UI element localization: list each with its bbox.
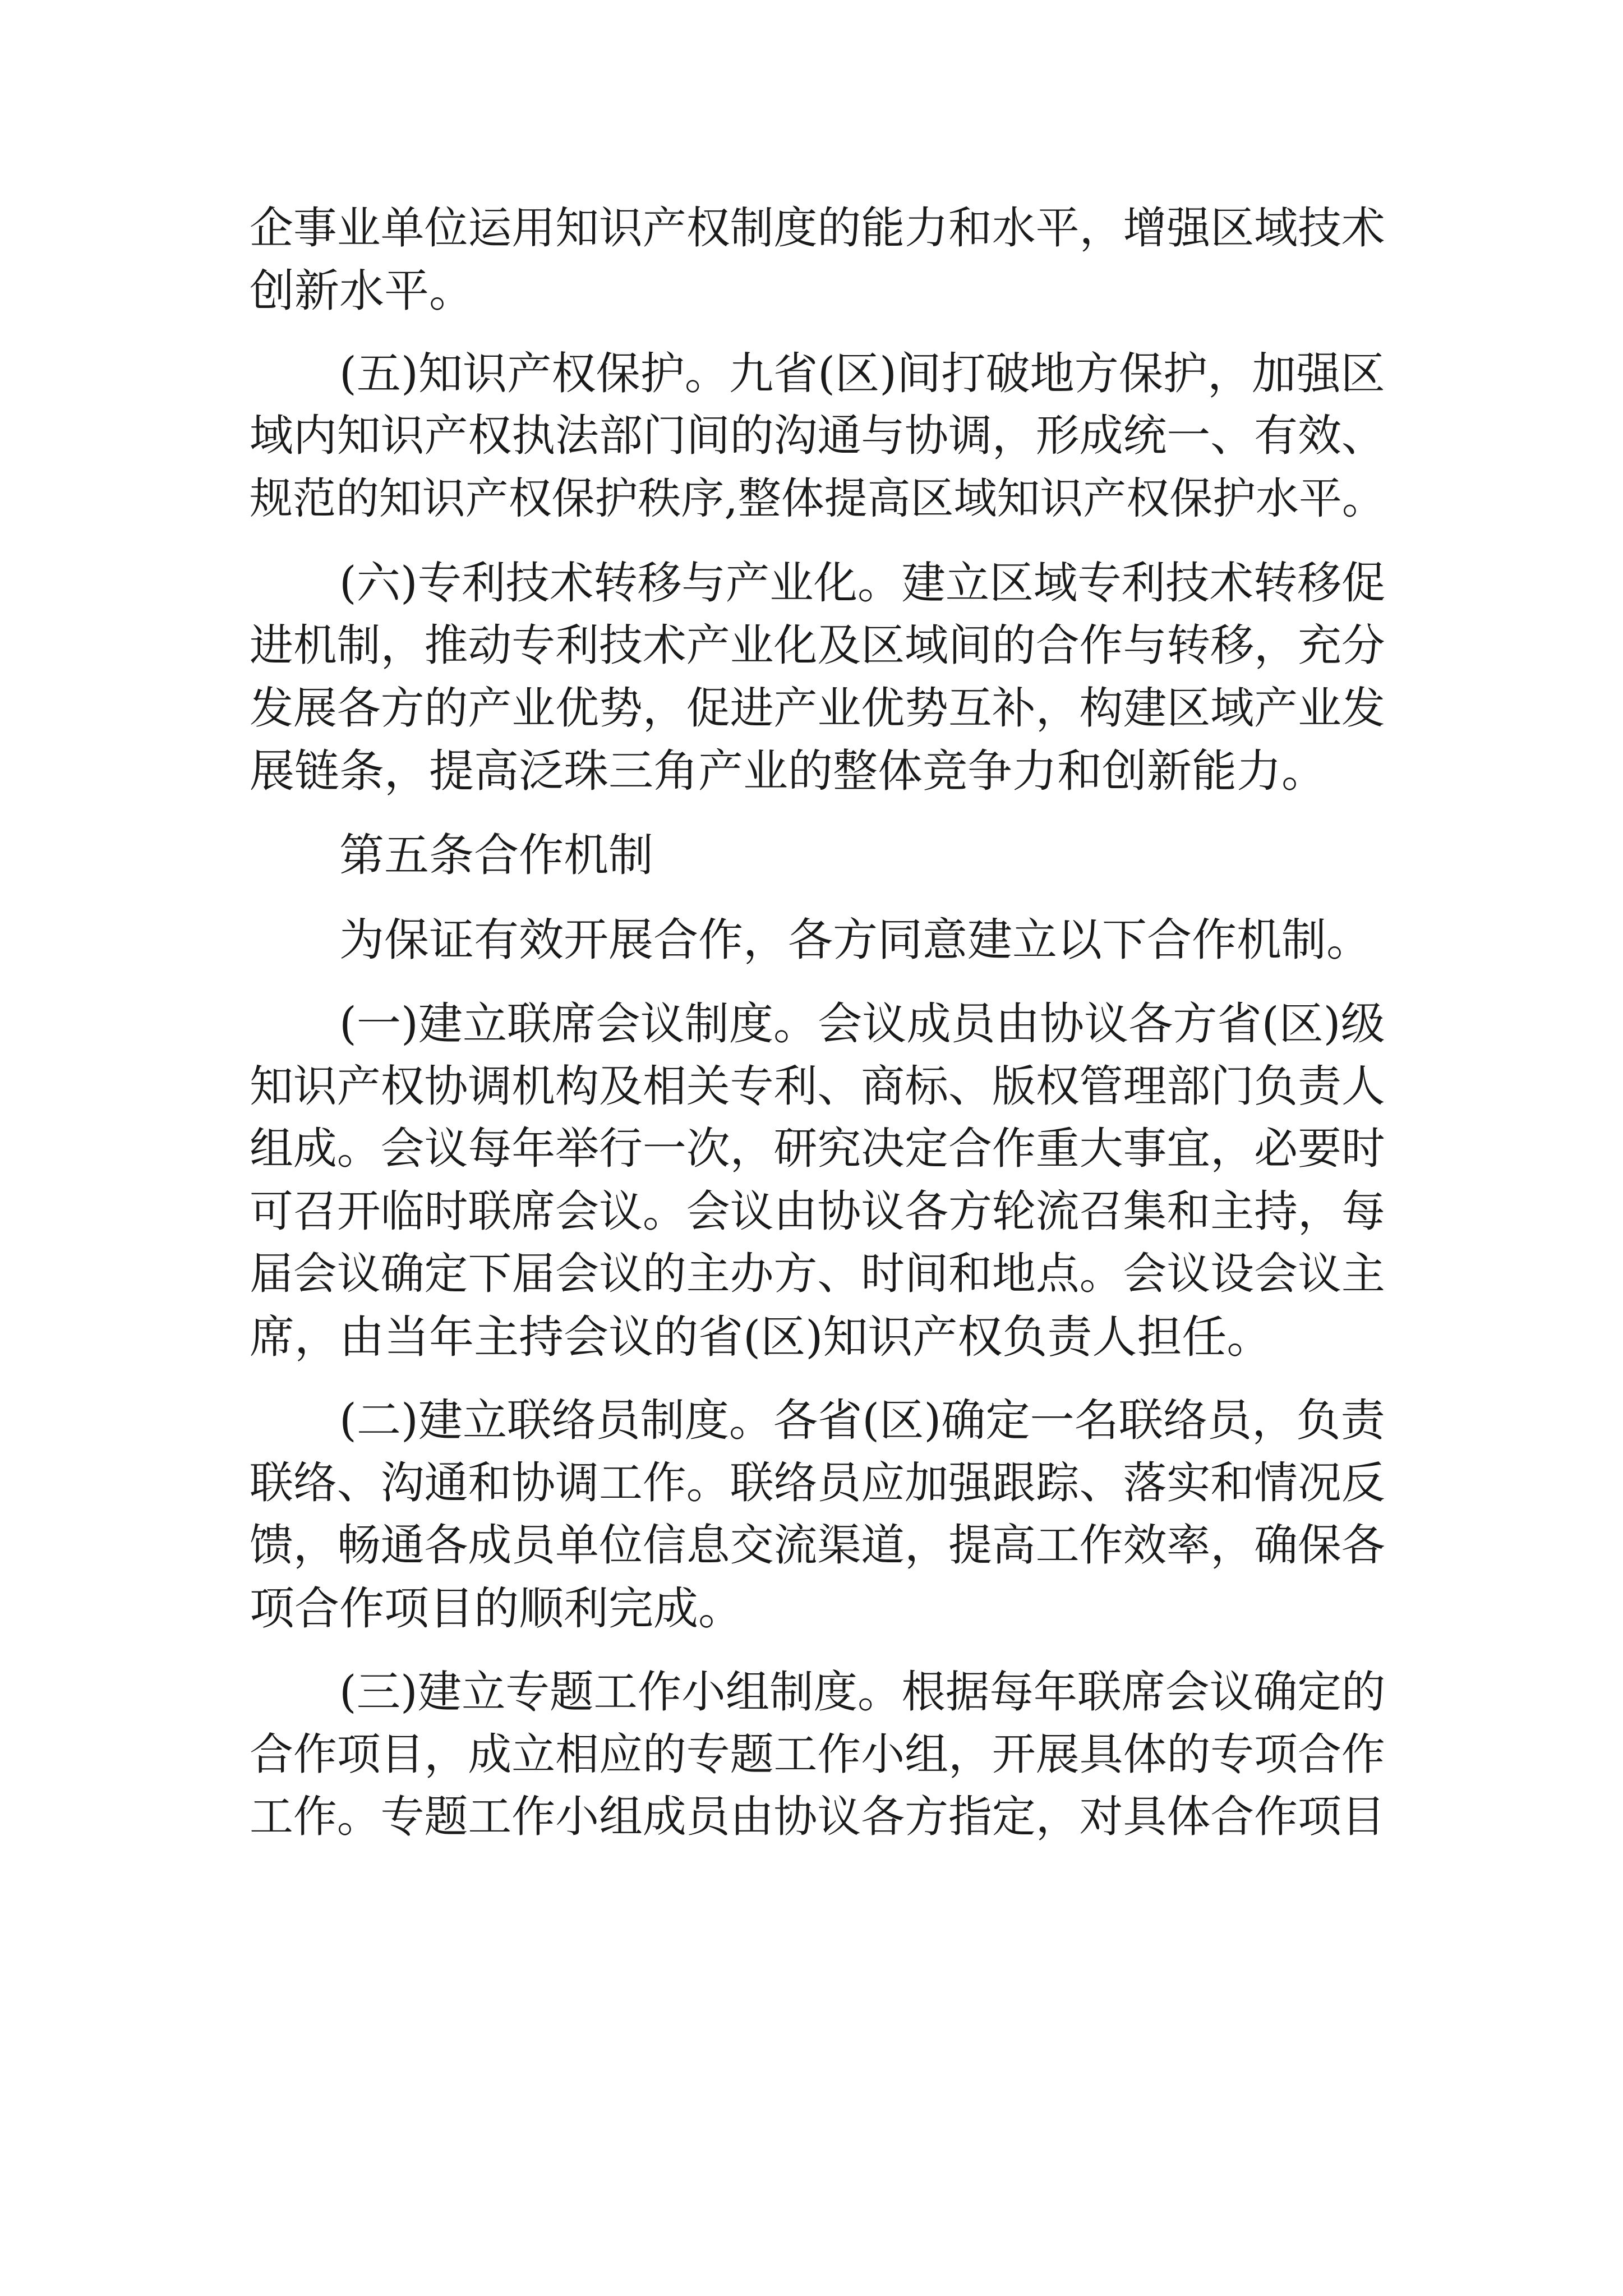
text-line: 席，由当年主持会议的省(区)知识产权负责人担任。 [250, 1311, 1272, 1363]
text-line: 进机制，推动专利技术产业化及区域间的合作与转移，充分 [250, 620, 1385, 671]
text-line: 规范的知识产权保护秩序,整体提高区域知识产权保护水平。 [250, 474, 1385, 524]
text-line: 企事业单位运用知识产权制度的能力和水平，增强区域技术 [250, 203, 1385, 254]
paragraph-first-line: 为保证有效开展合作，各方同意建立以下合作机制。 [339, 914, 1371, 966]
text-line: 组成。会议每年举行一次，研究决定合作重大事宜，必要时 [250, 1124, 1385, 1174]
text-line: 联络、沟通和协调工作。联络员应加强跟踪、落实和情况反 [250, 1458, 1385, 1508]
text-line: 届会议确定下届会议的主办方、时间和地点。会议设会议主 [250, 1249, 1385, 1299]
text-line: 可召开临时联席会议。会议由协议各方轮流召集和主持，每 [250, 1186, 1385, 1237]
article-heading: 第五条合作机制 [339, 829, 653, 881]
paragraph-first-line: (五)知识产权保护。九省(区)间打破地方保护，加强区 [339, 348, 1385, 399]
text-line: 项合作项目的顺利完成。 [250, 1582, 743, 1635]
text-line: 展链条，提高泛珠三角产业的整体竞争力和创新能力。 [250, 745, 1326, 797]
text-line: 创新水平。 [250, 265, 474, 317]
text-line: 发展各方的产业优势，促进产业优势互补，构建区域产业发 [250, 683, 1385, 734]
text-line: 知识产权协调机构及相关专利、商标、版权管理部门负责人 [250, 1061, 1385, 1112]
paragraph-first-line: (六)专利技术转移与产业化。建立区域专利技术转移促 [339, 558, 1386, 609]
text-line: 馈，畅通各成员单位信息交流渠道，提高工作效率，确保各 [250, 1520, 1385, 1571]
paragraph-first-line: (三)建立专题工作小组制度。根据每年联席会议确定的 [339, 1667, 1386, 1718]
text-line: 域内知识产权执法部门间的沟通与协调，形成统一、有效、 [250, 411, 1385, 461]
paragraph-first-line: (二)建立联络员制度。各省(区)确定一名联络员，负责 [339, 1395, 1385, 1446]
text-line: 工作。专题工作小组成员由协议各方指定，对具体合作项目 [250, 1792, 1385, 1842]
text-line: 合作项目，成立相应的专题工作小组，开展具体的专项合作 [250, 1729, 1385, 1780]
paragraph-first-line: (一)建立联席会议制度。会议成员由协议各方省(区)级 [339, 998, 1385, 1050]
document-body [250, 0, 1385, 2296]
